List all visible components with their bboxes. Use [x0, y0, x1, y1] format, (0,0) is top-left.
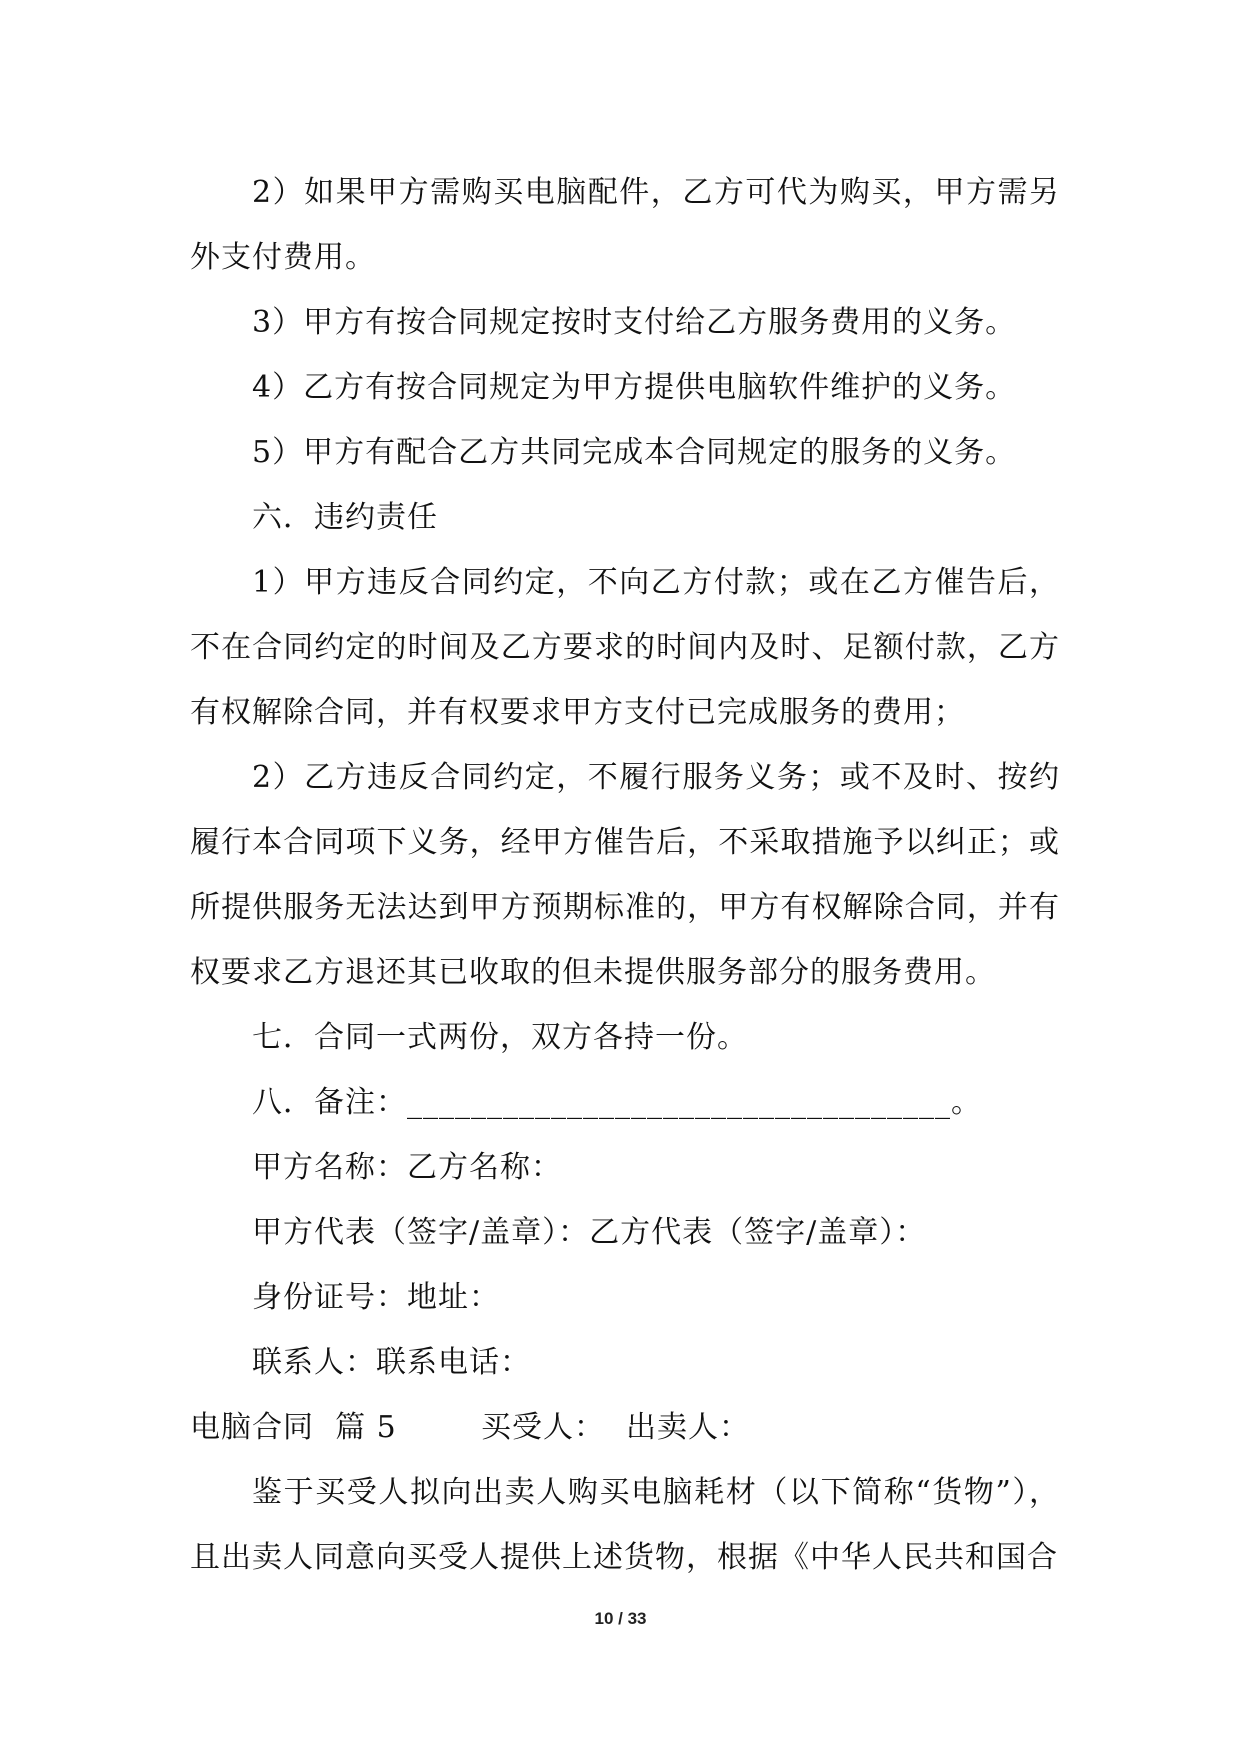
document-body	[190, 160, 1060, 1590]
contract-5-heading: 电脑合同 篇 5 买受人： 出卖人：	[190, 1410, 751, 1445]
contact-line: 联系人：联系电话：	[252, 1345, 531, 1380]
breach-clause-1-paragraph: 1）甲方违反合同约定，不向乙方付款；或在乙方催告后，不在合同约定的时间及乙方要求的时间内及时、足额付款，乙方有权解除合同，并有权要求甲方支付已完成服务的费用；	[190, 565, 1060, 730]
clause-4-paragraph: 4）乙方有按合同规定为甲方提供电脑软件维护的义务。	[252, 370, 1017, 405]
breach-clause-2-paragraph: 2）乙方违反合同约定，不履行服务义务；或不及时、按约履行本合同项下义务，经甲方催告后，不采取措施予以纠正；或所提供服务无法达到甲方预期标准的，甲方有权解除合同，并有权要求乙方退还其已收取的但未提供服务部分的服务费用。	[190, 760, 1060, 990]
party-names-line: 甲方名称：乙方名称：	[252, 1150, 562, 1185]
section-8-remarks: 八．备注：__________________________________。	[252, 1085, 982, 1120]
clause-5-paragraph: 5）甲方有配合乙方共同完成本合同规定的服务的义务。	[252, 435, 1017, 470]
party-representatives-line: 甲方代表（签字/盖章）：乙方代表（签字/盖章）：	[252, 1215, 927, 1250]
clause-2-paragraph: 2）如果甲方需购买电脑配件，乙方可代为购买，甲方需另外支付费用。	[190, 175, 1060, 275]
id-address-line: 身份证号：地址：	[252, 1280, 500, 1315]
section-7-paragraph: 七．合同一式两份，双方各持一份。	[252, 1020, 748, 1055]
clause-3-paragraph: 3）甲方有按合同规定按时支付给乙方服务费用的义务。	[252, 305, 1017, 340]
page-number: 10 / 33	[594, 1609, 647, 1628]
section-6-heading: 六．违约责任	[252, 500, 438, 535]
contract-5-preamble: 鉴于买受人拟向出卖人购买电脑耗材（以下简称“货物”），且出卖人同意向买受人提供上述货物，根据《中华人民共和国合	[190, 1475, 1060, 1575]
